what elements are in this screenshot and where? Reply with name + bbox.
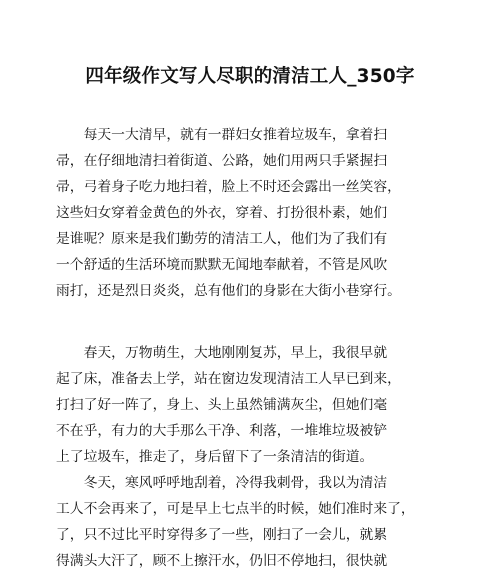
text-line: 雨打，还是烈日炎炎，总有他们的身影在大街小巷穿行。: [56, 283, 401, 299]
text-line: 这些妇女穿着金黄色的外衣，穿着、打扮很朴素，她们: [56, 205, 388, 221]
text-line: 帚，在仔细地清扫着街道、公路，她们用两只手紧握扫: [56, 153, 388, 169]
text-line: 得满头大汗了，顾不上擦汗水，仍旧不停地扫，很快就: [56, 553, 388, 569]
text-line: 春天，万物萌生，大地刚刚复苏，早上，我很早就: [56, 345, 388, 361]
text-line: 一个舒适的生活环境而默默无闻地奉献着，不管是风吹: [56, 257, 388, 273]
text-line: 了，只不过比平时穿得多了一些，刚扫了一会儿，就累: [56, 527, 388, 543]
text-line: 起了床，准备去上学，站在窗边发现清洁工人早已到来，: [56, 371, 401, 387]
text-line: 帚，弓着身子吃力地扫着，脸上不时还会露出一丝笑容，: [56, 179, 401, 195]
document-title: 四年级作文写人尽职的清洁工人_350字: [85, 66, 415, 87]
text-line: 不在乎，有力的大手那么干净、利落，一堆堆垃圾被铲: [56, 423, 388, 439]
text-line: 是谁呢？原来是我们勤劳的清洁工人，他们为了我们有: [56, 231, 388, 247]
text-line: 每天一大清早，就有一群妇女推着垃圾车，拿着扫: [56, 127, 388, 143]
text-line: 冬天，寒风呼呼地刮着，冷得我刺骨，我以为清洁: [56, 475, 388, 491]
text-line: 打扫了好一阵了，身上、头上虽然铺满灰尘，但她们毫: [56, 397, 388, 413]
text-line: 上了垃圾车，推走了，身后留下了一条清洁的街道。: [56, 449, 374, 465]
text-line: 工人不会再来了，可是早上七点半的时候，她们准时来了，: [56, 501, 415, 517]
